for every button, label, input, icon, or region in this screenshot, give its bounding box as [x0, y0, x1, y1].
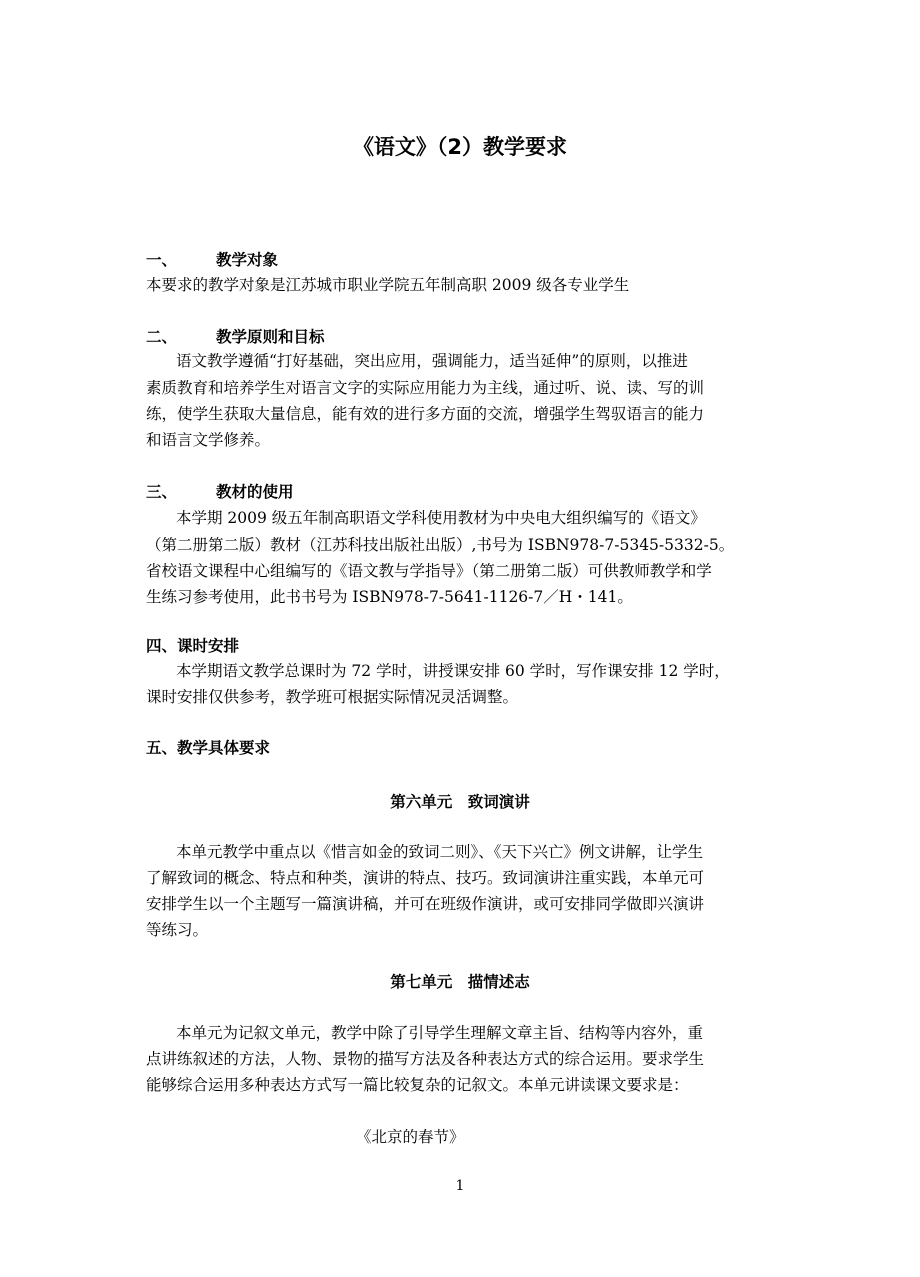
paragraph-line: 本单元为记叙文单元，教学中除了引导学生理解文章主旨、结构等内容外，重 [176, 1024, 704, 1042]
section-heading-1 [146, 250, 278, 270]
section-title: 教材的使用 [216, 483, 294, 501]
paragraph-line: 等练习。 [146, 921, 209, 939]
paragraph-line: 能够综合运用多种表达方式写一篇比较复杂的记叙文。本单元讲读课文要求是： [146, 1076, 689, 1094]
section-heading-4: 四、课时安排 [146, 637, 240, 655]
paragraph-line: 安排学生以一个主题写一篇演讲稿，并可在班级作演讲，或可安排同学做即兴演讲 [146, 895, 705, 913]
section-title: 教学原则和目标 [216, 328, 325, 346]
paragraph-line: 本单元教学中重点以《惜言如金的致词二则》、《天下兴亡》例文讲解，让学生 [176, 843, 704, 861]
paragraph-line: 课时安排仅供参考，教学班可根据实际情况灵活调整。 [146, 688, 519, 706]
paragraph-line: （第二册第二版）教材（江苏科技出版社出版）,书号为 ISBN978-7-5345-5332-5。 [146, 536, 735, 554]
paragraph-line: 生练习参考使用，此书书号为 ISBN978-7-5641-1126-7／H・141。 [146, 588, 633, 606]
section-title: 教学对象 [216, 251, 279, 269]
section-number: 一、 [146, 251, 178, 269]
section-heading-2 [146, 327, 325, 347]
page-number: 1 [455, 1178, 465, 1194]
section-number: 三、 [146, 483, 178, 501]
section-number: 二、 [146, 328, 178, 346]
unit-heading-6: 第六单元 致词演讲 [390, 793, 530, 811]
paragraph-line: 本学期 2009 级五年制高职语文学科使用教材为中央电大组织编写的《语文》 [176, 509, 706, 527]
section-heading-3 [146, 482, 294, 502]
paragraph-line: 了解致词的概念、特点和种类，演讲的特点、技巧。致词演讲注重实践，本单元可 [146, 869, 705, 887]
paragraph-line: 本要求的教学对象是江苏城市职业学院五年制高职 2009 级各专业学生 [146, 276, 630, 294]
paragraph-line: 省校语文课程中心组编写的《语文教与学指导》（第二册第二版）可供教师教学和学 [146, 562, 712, 580]
section-heading-5: 五、教学具体要求 [146, 739, 271, 757]
paragraph-line: 素质教育和培养学生对语言文字的实际应用能力为主线，通过听、说、读、写的训 [146, 379, 705, 397]
document-title: 《语文》（2）教学要求 [352, 135, 568, 159]
unit-heading-7: 第七单元 描情述志 [390, 973, 530, 991]
paragraph-line: 本学期语文教学总课时为 72 学时，讲授课安排 60 学时，写作课安排 12 学时， [176, 662, 730, 680]
paragraph-line: 和语言文学修养。 [146, 431, 271, 449]
paragraph-line: 语文教学遵循“打好基础，突出应用，强调能力，适当延伸”的原则，以推进 [176, 352, 688, 370]
paragraph-line: 练，使学生获取大量信息，能有效的进行多方面的交流，增强学生驾驭语言的能力 [146, 405, 705, 423]
paragraph-line: 点讲练叙述的方法，人物、景物的描写方法及各种表达方式的综合运用。要求学生 [146, 1050, 705, 1068]
lesson-title: 《北京的春节》 [356, 1128, 465, 1146]
